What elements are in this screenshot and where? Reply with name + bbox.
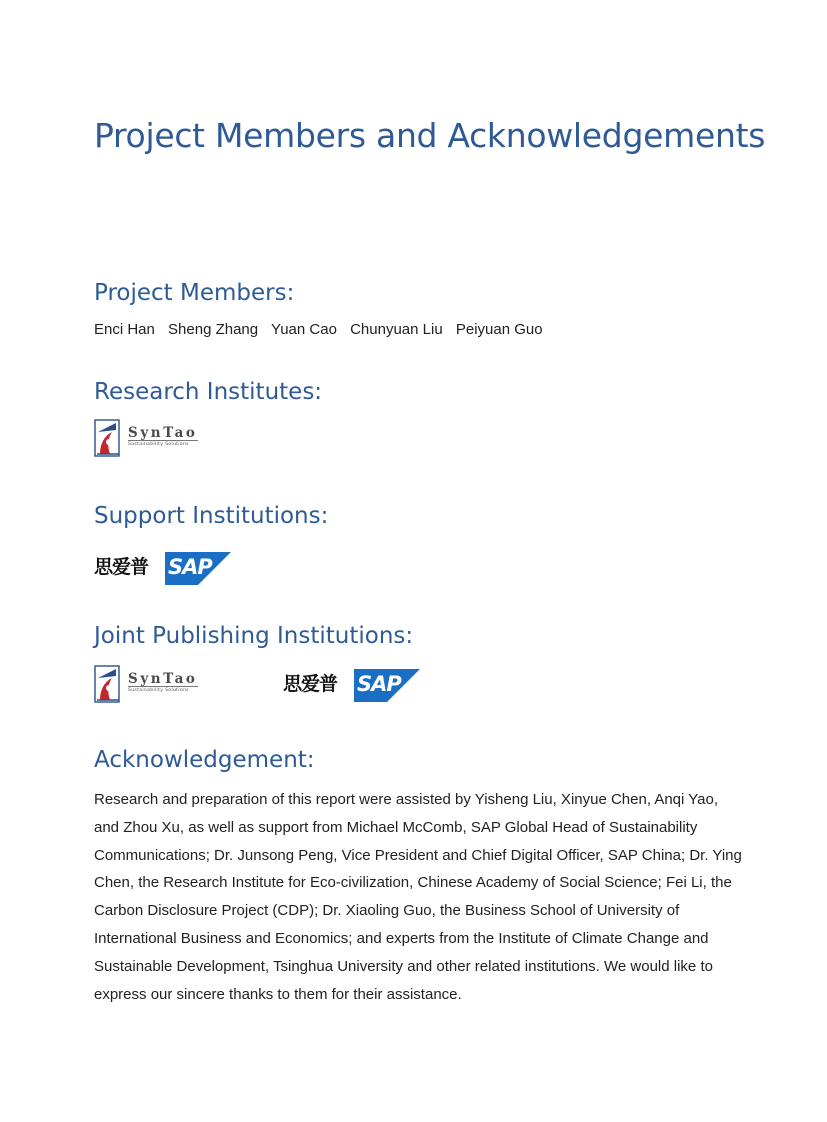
sap-logo <box>283 668 423 702</box>
joint-publishing-heading: Joint Publishing Institutions: <box>94 623 414 649</box>
syntao-tagline: Sustainability Solutions <box>128 440 198 447</box>
member-name: Sheng Zhang <box>168 321 259 338</box>
sap-chinese-name: 思爱普 <box>94 556 149 578</box>
acknowledgement-text: Research and preparation of this report were assisted by Yisheng Liu, Xinyue Chen, Anqi Yao, and Zhou Xu, as well as support from Michael McComb, SAP Global Head of Sustainability Communications; Dr. Junsong Peng, Vice President and Chief Digital Officer, SAP China; Dr. Ying Chen, the Research Institute for Eco-civilization, Chinese Academy of Social Science; Fei Li, the Carbon Disclosure Project (CDP); Dr. Xiaoling Guo, the Business School of University of International Business and Economics; and experts from the Institute of Climate Change and Sustainable Development, Tsinghua University and other related institutions. We would like to express our sincere thanks to them for their assistance. <box>94 791 742 1003</box>
syntao-name: SynTao <box>128 425 198 441</box>
syntao-tagline: Sustainability Solutions <box>128 686 198 693</box>
sap-wordmark: SAP <box>168 555 212 579</box>
syntao-name: SynTao <box>128 671 198 687</box>
member-name: Peiyuan Guo <box>455 321 543 338</box>
sap-logo <box>94 551 234 585</box>
syntao-emblem-icon <box>94 418 122 458</box>
member-name: Yuan Cao <box>271 321 337 338</box>
acknowledgement-heading: Acknowledgement: <box>94 747 315 773</box>
syntao-emblem-icon <box>94 664 122 704</box>
research-institutes-heading: Research Institutes: <box>94 379 323 405</box>
members-list <box>94 321 552 338</box>
project-members-heading: Project Members: <box>94 280 295 306</box>
sap-wordmark: SAP <box>357 672 401 696</box>
member-name: Enci Han <box>94 321 155 338</box>
support-institutions-heading: Support Institutions: <box>94 503 329 529</box>
syntao-logo <box>94 418 209 458</box>
page-title: Project Members and Acknowledgements <box>94 116 766 155</box>
syntao-logo <box>94 664 209 704</box>
member-name: Chunyuan Liu <box>350 321 443 338</box>
sap-chinese-name: 思爱普 <box>283 673 338 695</box>
